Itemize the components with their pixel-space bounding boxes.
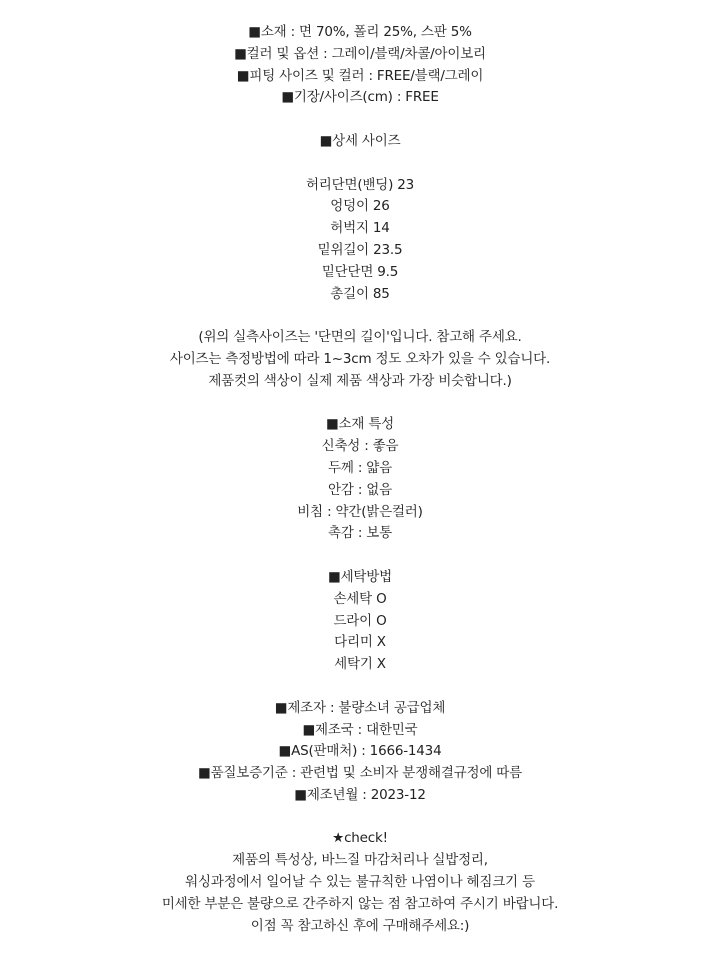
- size-thigh-line: 허벅지 14: [330, 220, 390, 237]
- size-note-line: (위의 실측사이즈는 '단면의 길이'입니다. 참고해 주세요.: [198, 329, 522, 346]
- fabric-touch-line: 촉감 : 보통: [328, 525, 392, 542]
- manufacture-date-line: ■제조년월 : 2023-12: [294, 786, 426, 803]
- fabric-lining-line: 안감 : 없음: [328, 481, 392, 498]
- wash-hand-line: 손세탁 O: [333, 590, 387, 607]
- wash-machine-line: 세탁기 X: [334, 656, 386, 673]
- wash-heading: ■세탁방법: [328, 568, 392, 585]
- maker-line: ■제조자 : 불량소녀 공급업체: [274, 699, 446, 716]
- fitting-size-line: ■피팅 사이즈 및 컬러 : FREE/블랙/그레이: [236, 67, 484, 84]
- size-rise-line: 밑위길이 23.5: [317, 241, 403, 258]
- spacer: [0, 305, 720, 327]
- check-note-line: 이점 꼭 참고하신 후에 구매해주세요:): [250, 917, 470, 934]
- size-note-line: 사이즈는 측정방법에 따라 1~3cm 정도 오차가 있을 수 있습니다.: [169, 350, 551, 367]
- basic-info-section: [0, 22, 720, 109]
- check-note-line: 제품의 특성상, 바느질 마감처리나 실밥정리,: [232, 852, 488, 869]
- check-note-line: 미세한 부분은 불량으로 간주하지 않는 점 참고하여 주시기 바랍니다.: [161, 895, 559, 912]
- size-note-section: [0, 327, 720, 392]
- size-heading-section: [0, 131, 720, 153]
- size-heading: ■상세 사이즈: [319, 132, 401, 149]
- warranty-line: ■품질보증기준 : 관련법 및 소비자 분쟁해결규정에 따름: [198, 765, 522, 782]
- size-waist-line: 허리단면(밴딩) 23: [305, 176, 415, 193]
- size-hip-line: 엉덩이 26: [330, 198, 390, 215]
- check-note-line: 워싱과정에서 일어날 수 있는 불규칙한 나염이나 헤짐크기 등: [185, 874, 535, 891]
- size-hem-line: 밑단단면 9.5: [321, 263, 399, 280]
- wash-dry-line: 드라이 O: [333, 612, 387, 629]
- check-heading: ★check!: [332, 830, 388, 847]
- fabric-sheer-line: 비침 : 약간(밝은컬러): [297, 503, 423, 520]
- spacer: [0, 153, 720, 175]
- fabric-stretch-line: 신축성 : 좋음: [321, 438, 399, 455]
- spacer: [0, 807, 720, 829]
- spacer: [0, 109, 720, 131]
- fabric-section: [0, 414, 720, 545]
- spacer: [0, 393, 720, 415]
- spacer: [0, 545, 720, 567]
- country-line: ■제조국 : 대한민국: [302, 721, 418, 738]
- as-line: ■AS(판매처) : 1666-1434: [278, 743, 442, 760]
- fabric-heading: ■소재 특성: [325, 416, 394, 433]
- color-option-line: ■컬러 및 옵션 : 그레이/블랙/차콜/아이보리: [234, 45, 486, 62]
- size-note-line: 제품컷의 색상이 실제 제품 색상과 가장 비슷합니다.): [208, 372, 512, 389]
- material-line: ■소재 : 면 70%, 폴리 25%, 스판 5%: [248, 24, 472, 40]
- maker-section: [0, 698, 720, 807]
- size-total-length-line: 총길이 85: [330, 285, 390, 302]
- check-section: [0, 828, 720, 937]
- size-detail-section: [0, 175, 720, 306]
- wash-iron-line: 다리미 X: [334, 634, 386, 651]
- length-size-line: ■기장/사이즈(cm) : FREE: [281, 89, 439, 106]
- wash-section: [0, 567, 720, 676]
- spacer: [0, 676, 720, 698]
- fabric-thickness-line: 두께 : 얇음: [328, 459, 392, 476]
